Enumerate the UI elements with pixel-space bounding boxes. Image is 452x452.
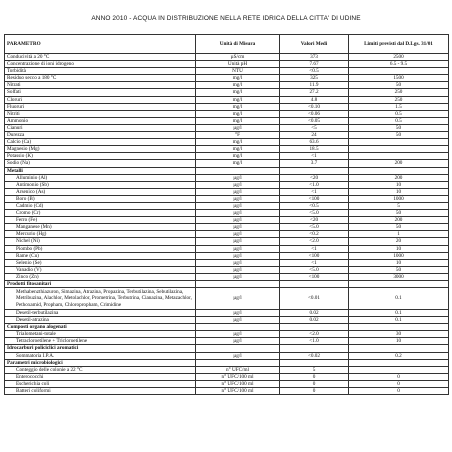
parameter-cell: Ammonio [5,117,196,124]
limit-cell: 10 [349,188,449,195]
parameter-cell: Potassio (K) [5,153,196,160]
limit-cell: 50 [349,210,449,217]
limit-cell: 0.5 [349,110,449,117]
limit-cell: 200 [349,217,449,224]
table-row [5,388,449,395]
mean-value-cell: 0 [280,373,349,380]
limit-cell: 0 [349,380,449,387]
parameter-cell: Enterococchi [5,373,196,380]
unit-cell: µg/l [196,309,280,316]
mean-value-cell: <0.05 [280,117,349,124]
empty-cell [280,324,349,331]
mean-value-cell: <2.0 [280,238,349,245]
table-row [5,273,449,280]
empty-cell [196,324,280,331]
mean-value-cell: 4.8 [280,96,349,103]
water-quality-table [4,34,449,395]
parameter-cell: Mercurio (Hg) [5,231,196,238]
table-body [5,54,449,395]
unit-cell: mg/l [196,110,280,117]
limit-cell: 10 [349,245,449,252]
limit-cell: 250 [349,96,449,103]
table-row [5,309,449,316]
parameter-cell: Durezza [5,132,196,139]
table-row [5,96,449,103]
limit-cell: 50 [349,224,449,231]
parameter-cell: Fluoruri [5,103,196,110]
mean-value-cell: 11.9 [280,82,349,89]
limit-cell: 0 [349,388,449,395]
mean-value-cell: <0.06 [280,110,349,117]
table-row [5,317,449,324]
unit-cell: n° UFC/100 ml [196,380,280,387]
table-row [5,110,449,117]
section-title: Idrocarburi policiclici aromatici [5,345,196,352]
unit-cell: µg/l [196,238,280,245]
limit-cell: 1.5 [349,103,449,110]
empty-cell [196,281,280,288]
parameter-cell: Boro (B) [5,195,196,202]
mean-value-cell: <20 [280,217,349,224]
table-row [5,103,449,110]
mean-value-cell: <0.10 [280,103,349,110]
unit-cell: µg/l [196,224,280,231]
unit-cell: mg/l [196,75,280,82]
parameter-cell: Desetil-terbutilazina [5,309,196,316]
mean-value-cell: 63.6 [280,139,349,146]
mean-value-cell: <0.5 [280,202,349,209]
mean-value-cell: 0 [280,388,349,395]
limit-cell: 50 [349,266,449,273]
table-row [5,160,449,167]
section-row [5,281,449,288]
unit-cell: µg/l [196,217,280,224]
mean-value-cell: <1 [280,245,349,252]
unit-cell: µg/l [196,317,280,324]
empty-cell [280,281,349,288]
table-row [5,188,449,195]
parameter-cell: Arsenico (As) [5,188,196,195]
mean-value-cell: <2.0 [280,331,349,338]
mean-value-cell: 27.2 [280,89,349,96]
limit-cell: 1 [349,231,449,238]
table-row [5,124,449,131]
parameter-cell: Concentrazione di ioni idrogeno [5,61,196,68]
table-row [5,252,449,259]
table-row [5,259,449,266]
limit-cell: 200 [349,174,449,181]
unit-cell: µg/l [196,174,280,181]
parameter-cell: Calcio (Ca) [5,139,196,146]
limit-cell [349,68,449,75]
mean-value-cell: 373 [280,54,349,61]
parameter-cell: Methabenzthiazuron, Simazina, Atrazina, Propazina, Terbutilazina, Sebutilazina, Metribuzina, Alachlor, Metolachlor, Prometrina, Terbutrina, Cianazina, Metazachlor, Pethoxamid, Propham, Chloropropham, Crimidine [5,288,196,310]
unit-cell: mg/l [196,117,280,124]
limit-cell: 50 [349,132,449,139]
unit-cell: µg/l [196,252,280,259]
page-title: ANNO 2010 - ACQUA IN DISTRIBUZIONE NELLA RETE IDRICA DELLA CITTA' DI UDINE [91,15,361,22]
table-row [5,366,449,373]
table-row [5,245,449,252]
limit-cell: 200 [349,160,449,167]
header-unita-misura: Unità di Misura [196,35,280,54]
section-title: Parametri microbiologici [5,359,196,366]
header-valori-medi: Valori Medi [280,35,349,54]
unit-cell: µg/l [196,338,280,345]
unit-cell: Unità pH [196,61,280,68]
mean-value-cell: <5.0 [280,266,349,273]
parameter-cell: Zinco (Zn) [5,273,196,280]
parameter-cell: Trialometani-totale [5,331,196,338]
empty-cell [349,345,449,352]
table-row [5,75,449,82]
header-parametro: PARAMETRO [5,35,196,54]
parameter-cell: Piombo (Pb) [5,245,196,252]
table-row [5,146,449,153]
parameter-cell: Conteggio delle colonie a 22 °C [5,366,196,373]
empty-cell [280,345,349,352]
unit-cell: µg/l [196,266,280,273]
mean-value-cell: <0.02 [280,352,349,359]
parameter-cell: Batteri coliformi [5,388,196,395]
mean-value-cell: <5.0 [280,224,349,231]
limit-cell: 1000 [349,195,449,202]
limit-cell: 0.2 [349,352,449,359]
unit-cell: mg/l [196,153,280,160]
limit-cell: 30 [349,331,449,338]
table-row [5,352,449,359]
section-row [5,359,449,366]
unit-cell: mg/l [196,103,280,110]
table-row [5,217,449,224]
empty-cell [280,359,349,366]
section-row [5,345,449,352]
table-row [5,61,449,68]
limit-cell [349,139,449,146]
table-row [5,224,449,231]
unit-cell: mg/l [196,96,280,103]
unit-cell: µg/l [196,259,280,266]
limit-cell: 5 [349,202,449,209]
mean-value-cell: <100 [280,195,349,202]
limit-cell: 0.5 [349,117,449,124]
parameter-cell: Vanadio (V) [5,266,196,273]
limit-cell: 10 [349,338,449,345]
mean-value-cell: <100 [280,252,349,259]
header-limiti: Limiti previsti dal D.Lgs. 31/01 [349,35,449,54]
limit-cell: 50 [349,82,449,89]
table-row [5,338,449,345]
parameter-cell: Cadmio (Cd) [5,202,196,209]
parameter-cell: Escherichia coli [5,380,196,387]
empty-cell [349,281,449,288]
mean-value-cell: <100 [280,273,349,280]
parameter-cell: Alluminio (Al) [5,174,196,181]
mean-value-cell: <1 [280,153,349,160]
mean-value-cell: 24 [280,132,349,139]
unit-cell: µg/l [196,202,280,209]
parameter-cell: Conducività a 20 °C [5,54,196,61]
limit-cell: 50 [349,124,449,131]
unit-cell: mg/l [196,82,280,89]
unit-cell: µg/l [196,245,280,252]
mean-value-cell: <0.2 [280,231,349,238]
section-title: Composti organo alogenati [5,324,196,331]
parameter-cell: Solfati [5,89,196,96]
limit-cell: 0 [349,373,449,380]
section-title: Metalli [5,167,196,174]
limit-cell: 1500 [349,75,449,82]
mean-value-cell: <1.0 [280,181,349,188]
unit-cell: n° UFC/ml [196,366,280,373]
table-header-row [5,35,449,54]
empty-cell [280,167,349,174]
parameter-cell: Rame (Cu) [5,252,196,259]
parameter-cell: Nichel (Ni) [5,238,196,245]
mean-value-cell: 325 [280,75,349,82]
empty-cell [349,167,449,174]
table-row [5,331,449,338]
table-row [5,68,449,75]
limit-cell [349,153,449,160]
table-row [5,174,449,181]
limit-cell: 20 [349,238,449,245]
parameter-cell: Selenio (Se) [5,259,196,266]
parameter-cell: Cromo (Cr) [5,210,196,217]
mean-value-cell: 0 [280,380,349,387]
empty-cell [349,324,449,331]
table-row [5,380,449,387]
unit-cell: mg/l [196,146,280,153]
table-row [5,117,449,124]
empty-cell [196,359,280,366]
table-row [5,82,449,89]
mean-value-cell: 18.5 [280,146,349,153]
parameter-cell: Sommatoria I.P.A. [5,352,196,359]
unit-cell: µg/l [196,188,280,195]
table-row [5,238,449,245]
limit-cell: 10 [349,181,449,188]
table-row [5,153,449,160]
parameter-cell: Manganese (Mn) [5,224,196,231]
unit-cell: µg/l [196,195,280,202]
unit-cell: µg/l [196,273,280,280]
unit-cell: µg/l [196,124,280,131]
mean-value-cell: 3.7 [280,160,349,167]
unit-cell: n° UFC/100 ml [196,388,280,395]
parameter-cell: Nitriti [5,110,196,117]
table-row [5,139,449,146]
limit-cell: 0.1 [349,288,449,310]
mean-value-cell: <5 [280,124,349,131]
table-row [5,210,449,217]
unit-cell: µg/l [196,352,280,359]
limit-cell [349,366,449,373]
parameter-cell: Cianuri [5,124,196,131]
parameter-cell: Magnesio (Mg) [5,146,196,153]
table-row [5,54,449,61]
section-title: Prodotti fitosanitari [5,281,196,288]
limit-cell: 0.1 [349,309,449,316]
parameter-cell: Torbidità [5,68,196,75]
table-row [5,202,449,209]
table-row [5,288,449,310]
unit-cell: µg/l [196,181,280,188]
unit-cell: µg/l [196,288,280,310]
table-row [5,373,449,380]
parameter-cell: Antimonio (Sb) [5,181,196,188]
unit-cell: µg/l [196,210,280,217]
unit-cell: NTU [196,68,280,75]
limit-cell [349,146,449,153]
limit-cell: 3000 [349,273,449,280]
mean-value-cell: <5.0 [280,210,349,217]
empty-cell [349,359,449,366]
unit-cell: mg/l [196,139,280,146]
parameter-cell: Cloruri [5,96,196,103]
unit-cell: µg/l [196,331,280,338]
unit-cell: n° UFC/100 ml [196,373,280,380]
table-row [5,231,449,238]
parameter-cell: Nitrati [5,82,196,89]
mean-value-cell: <0.5 [280,68,349,75]
mean-value-cell: <1.0 [280,338,349,345]
mean-value-cell: 0.02 [280,309,349,316]
limit-cell: 2500 [349,54,449,61]
table-row [5,266,449,273]
mean-value-cell: 7.67 [280,61,349,68]
table-row [5,89,449,96]
unit-cell: °F [196,132,280,139]
empty-cell [196,167,280,174]
unit-cell: mg/l [196,160,280,167]
limit-cell: 250 [349,89,449,96]
mean-value-cell: 0.02 [280,317,349,324]
mean-value-cell: <1 [280,259,349,266]
parameter-cell: Desetil-atrazina [5,317,196,324]
unit-cell: µg/l [196,231,280,238]
limit-cell: 0.1 [349,317,449,324]
limit-cell: 6.5 - 9.5 [349,61,449,68]
limit-cell: 1000 [349,252,449,259]
parameter-cell: Tetracloroetilene + Tricloroetilene [5,338,196,345]
mean-value-cell: 5 [280,366,349,373]
mean-value-cell: <0.01 [280,288,349,310]
section-row [5,167,449,174]
mean-value-cell: <20 [280,174,349,181]
parameter-cell: Residuo secco a 180 °C [5,75,196,82]
table-row [5,132,449,139]
table-row [5,181,449,188]
table-row [5,195,449,202]
unit-cell: µS/cm [196,54,280,61]
section-row [5,324,449,331]
parameter-cell: Sodio (Na) [5,160,196,167]
parameter-cell: Ferro (Fe) [5,217,196,224]
limit-cell: 10 [349,259,449,266]
unit-cell: mg/l [196,89,280,96]
mean-value-cell: <1 [280,188,349,195]
empty-cell [196,345,280,352]
